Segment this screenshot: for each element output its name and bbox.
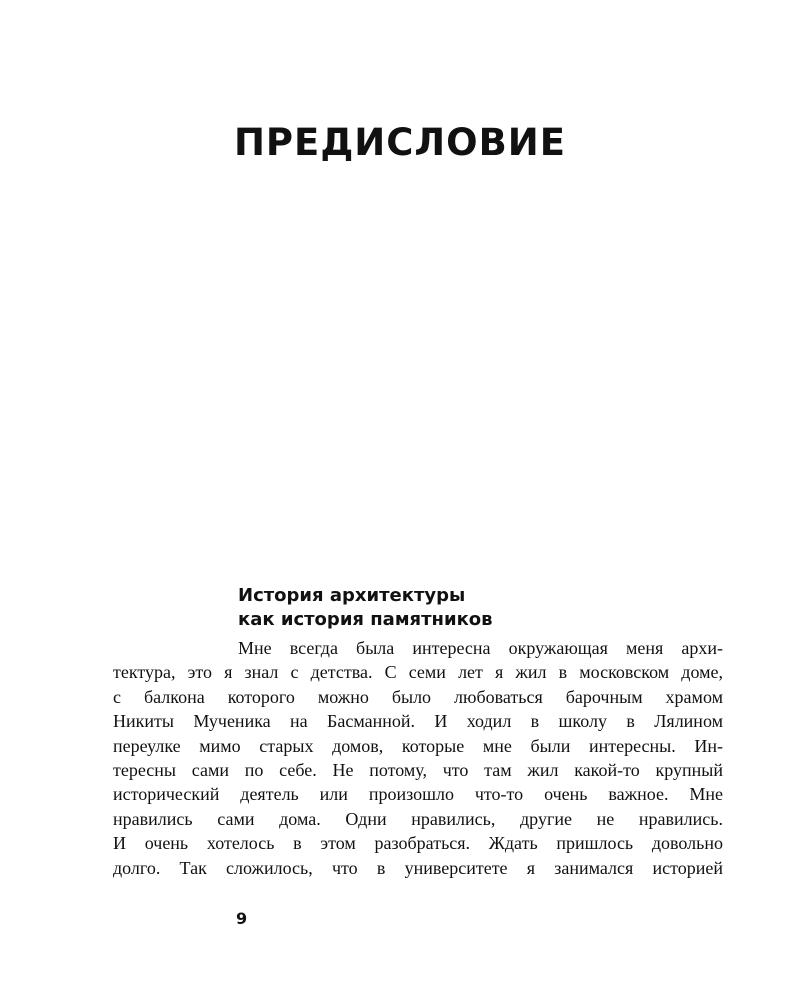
body-line: переулке мимо старых домов, которые мне были интересны. Ин- xyxy=(113,735,723,756)
body-paragraph xyxy=(113,636,723,880)
body-line: исторический деятель или произошло что-то очень важное. Мне xyxy=(113,784,723,805)
body-line: нравились сами дома. Одни нравились, другие не нравились. xyxy=(113,808,723,829)
body-line: с балкона которого можно было любоваться барочным храмом xyxy=(113,686,723,707)
page-title: ПРЕДИСЛОВИЕ xyxy=(233,121,567,164)
body-line: Никиты Мученика на Басманной. И ходил в школу в Лялином xyxy=(113,711,723,732)
body-line: тектура, это я знал с детства. С семи лет я жил в московском доме, xyxy=(113,662,723,683)
body-line: Мне всегда была интересна окружающая меня архи- xyxy=(238,638,723,658)
body-line: тересны сами по себе. Не потому, что там жил какой-то крупный xyxy=(113,759,723,780)
section xyxy=(113,584,723,880)
page-number: 9 xyxy=(236,909,248,928)
body-line: И очень хотелось в этом разобраться. Ждать пришлось довольно xyxy=(113,833,723,854)
section-heading-line: История архитектуры xyxy=(238,585,466,606)
section-heading-line: как история памятников xyxy=(238,609,493,630)
body-line: долго. Так сложилось, что в университете я занимался историей xyxy=(113,857,723,878)
section-heading xyxy=(238,584,723,632)
